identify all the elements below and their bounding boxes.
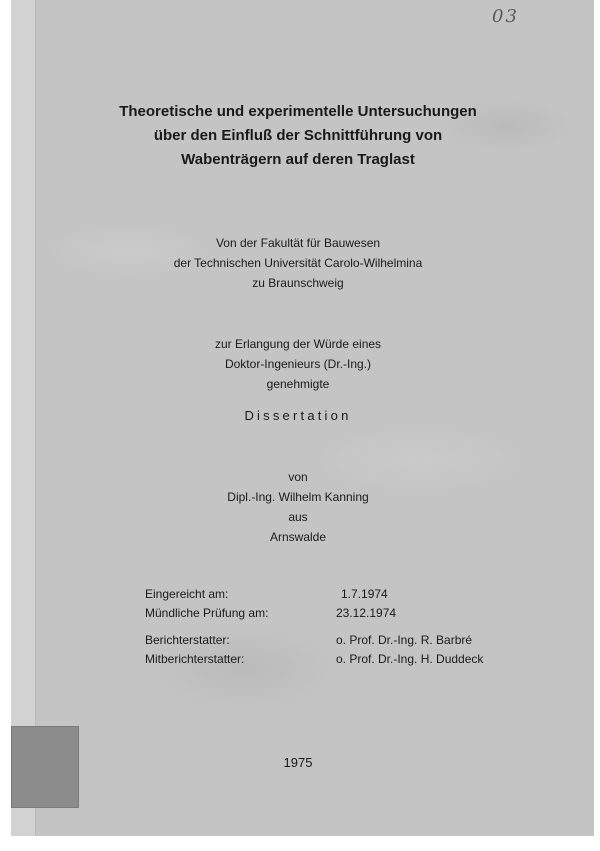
title-line: über den Einfluß der Schnittführung von [153,127,443,144]
detail-value: 1.7.1974 [341,587,388,601]
faculty-block [60,233,536,293]
dissertation-title [60,100,536,172]
author-line: von [288,470,308,484]
binding-spine [11,0,36,836]
author-block [60,467,536,547]
title-line: Wabenträgern auf deren Traglast [181,151,415,168]
detail-value: o. Prof. Dr.-Ing. H. Duddeck [336,652,484,666]
detail-label: Eingereicht am: [145,587,229,601]
faculty-line: zu Braunschweig [252,276,344,290]
faculty-line: Von der Fakultät für Bauwesen [215,236,381,250]
detail-row [145,650,545,669]
document-type: Dissertation [244,408,352,423]
examination-details [145,585,545,669]
detail-value: o. Prof. Dr.-Ing. R. Barbré [336,633,473,647]
degree-line: genehmigte [266,377,330,391]
detail-value: 23.12.1974 [336,606,397,620]
detail-row [145,585,545,604]
detail-row [145,604,545,623]
author-hometown: Arnswalde [269,530,327,544]
degree-block [60,334,536,394]
detail-label: Mitberichterstatter: [145,652,245,666]
detail-label: Berichterstatter: [145,633,230,647]
degree-line: zur Erlangung der Würde eines [214,337,382,351]
detail-row [145,631,545,650]
publication-year: 1975 [283,755,313,770]
detail-label: Mündliche Prüfung am: [145,606,269,620]
title-line: Theoretische und experimentelle Untersuchungen [119,103,477,120]
degree-line: Doktor-Ingenieurs (Dr.-Ing.) [224,357,372,371]
handwritten-annotation: 03 [492,6,519,27]
faculty-line: der Technischen Universität Carolo-Wilhelmina [173,256,423,270]
author-name: Dipl.-Ing. Wilhelm Kanning [227,490,369,504]
author-line: aus [288,510,308,524]
